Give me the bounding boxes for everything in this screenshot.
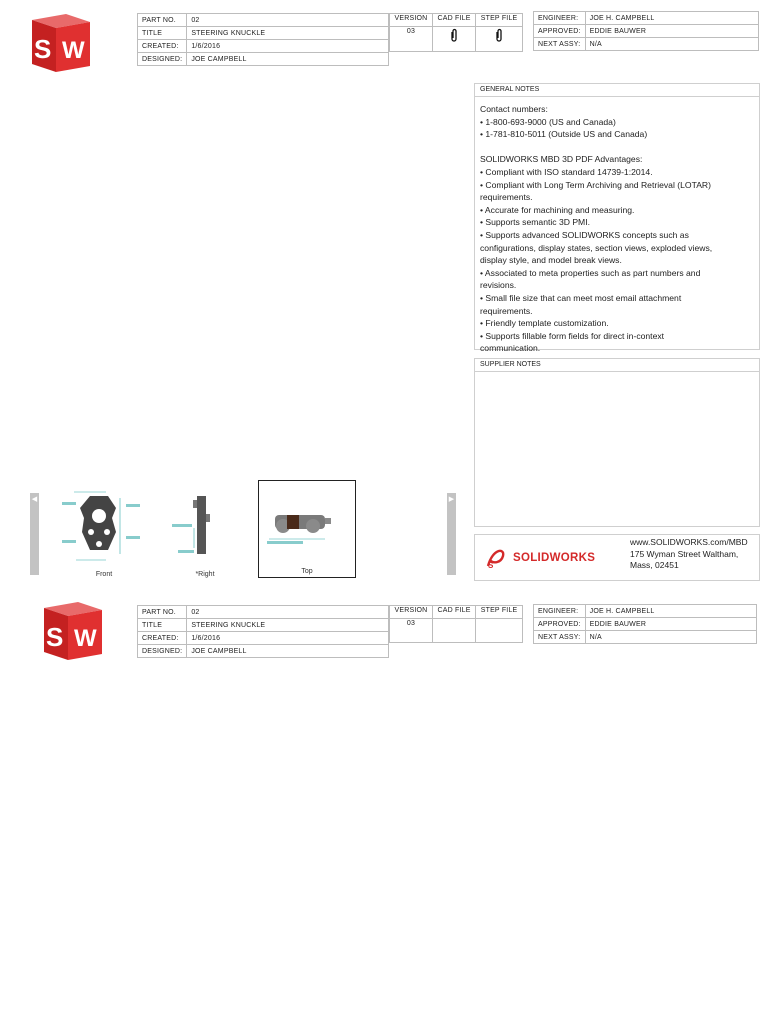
engineer-value: JOE H. CAMPBELL	[585, 12, 758, 25]
top-view-drawing	[259, 481, 355, 563]
part-info-table-2	[137, 605, 389, 658]
general-notes-line: Contact numbers:	[480, 104, 548, 114]
general-notes-body	[475, 97, 759, 353]
approved-value: EDDIE BAUWER	[585, 618, 756, 631]
paperclip-icon	[495, 28, 503, 42]
created-label: CREATED:	[138, 632, 187, 645]
right-view-drawing	[160, 484, 250, 566]
part-no-value: 02	[187, 14, 389, 27]
approval-table	[533, 11, 759, 51]
supplier-notes-field[interactable]	[475, 372, 759, 522]
step-file-label: STEP FILE	[476, 606, 523, 619]
title-value: STEERING KNUCKLE	[187, 27, 389, 40]
created-value: 1/6/2016	[187, 632, 389, 645]
brand-url[interactable]: www.SOLIDWORKS.com/MBD	[630, 537, 748, 547]
general-notes-line: requirements.	[480, 192, 533, 203]
general-notes-line: revisions.	[480, 280, 517, 291]
cad-file-attachment[interactable]	[432, 27, 475, 52]
general-notes-title: GENERAL NOTES	[475, 84, 759, 97]
cad-file-label: CAD FILE	[432, 606, 475, 619]
solidworks-logo	[38, 600, 106, 662]
general-notes-line: • 1-781-810-5011 (Outside US and Canada)	[480, 129, 648, 140]
part-no-label: PART NO.	[138, 606, 187, 619]
carousel-prev-button[interactable]	[30, 493, 39, 575]
step-file-attachment[interactable]	[476, 619, 523, 643]
part-no-label: PART NO.	[138, 14, 187, 27]
general-notes-panel	[474, 83, 760, 353]
part-no-value: 02	[187, 606, 389, 619]
svg-text:S: S	[488, 561, 494, 570]
version-table	[389, 13, 523, 52]
approval-table-2	[533, 604, 757, 644]
general-notes-line: • Associated to meta properties such as part numbers and	[480, 267, 701, 278]
cad-file-label: CAD FILE	[432, 14, 475, 27]
supplier-notes-title: SUPPLIER NOTES	[475, 359, 759, 372]
version-label: VERSION	[390, 14, 433, 27]
next-assy-label: NEXT ASSY:	[534, 38, 586, 51]
brand-address-line2: Mass, 02451	[630, 560, 679, 570]
created-label: CREATED:	[138, 40, 187, 53]
version-label: VERSION	[390, 606, 433, 619]
general-notes-line: • Accurate for machining and measuring.	[480, 204, 635, 215]
next-assy-label: NEXT ASSY:	[534, 631, 586, 644]
view-label-top: Top	[301, 568, 313, 575]
version-table-2	[389, 605, 523, 643]
title-label: TITLE	[138, 619, 187, 632]
general-notes-line: SOLIDWORKS MBD 3D PDF Advantages:	[480, 154, 643, 165]
part-info-table	[137, 13, 389, 66]
general-notes-line: • Friendly template customization.	[480, 318, 609, 329]
created-value: 1/6/2016	[187, 40, 389, 53]
general-notes-line: • Small file size that can meet most email attachment	[480, 292, 682, 303]
next-assy-value: N/A	[585, 38, 758, 51]
brand-box	[474, 534, 760, 581]
designed-value: JOE CAMPBELL	[187, 53, 389, 66]
approved-label: APPROVED:	[534, 618, 586, 631]
general-notes-line: requirements.	[480, 305, 533, 316]
solidworks-logo	[26, 12, 94, 74]
view-thumb-front[interactable]	[60, 484, 148, 576]
title-label: TITLE	[138, 27, 187, 40]
supplier-notes-panel	[474, 358, 760, 527]
solidworks-wordmark: SOLIDWORKS	[513, 552, 596, 564]
svg-text:W: W	[74, 625, 97, 652]
general-notes-line: communication.	[480, 343, 541, 353]
view-thumb-right[interactable]	[160, 484, 250, 576]
svg-text:S: S	[46, 622, 64, 652]
view-thumb-top[interactable]	[258, 480, 356, 578]
ds-logo-icon	[485, 546, 507, 575]
general-notes-line: • Supports fillable form fields for direct in-context	[480, 330, 665, 341]
general-notes-line: • Supports advanced SOLIDWORKS concepts such as	[480, 229, 689, 240]
engineer-label: ENGINEER:	[534, 605, 586, 618]
approved-label: APPROVED:	[534, 25, 586, 38]
arrow-left-icon: ◀	[31, 496, 38, 503]
arrow-right-icon: ▶	[448, 496, 455, 503]
paperclip-icon	[450, 28, 458, 42]
general-notes-line: • Supports semantic 3D PMI.	[480, 217, 590, 228]
carousel-next-button[interactable]	[447, 493, 456, 575]
cad-file-attachment[interactable]	[432, 619, 475, 643]
general-notes-line: • Compliant with Long Term Archiving and Retrieval (LOTAR)	[480, 179, 711, 190]
general-notes-line: • 1-800-693-9000 (US and Canada)	[480, 116, 616, 127]
front-view-drawing	[60, 484, 148, 566]
engineer-value: JOE H. CAMPBELL	[585, 605, 756, 618]
designed-value: JOE CAMPBELL	[187, 645, 389, 658]
approved-value: EDDIE BAUWER	[585, 25, 758, 38]
version-value: 03	[390, 27, 433, 52]
step-file-label: STEP FILE	[476, 14, 523, 27]
general-notes-line	[480, 141, 754, 154]
svg-text:W: W	[62, 37, 85, 64]
general-notes-line: display style, and model break views.	[480, 255, 622, 266]
designed-label: DESIGNED:	[138, 645, 187, 658]
brand-address-line1: 175 Wyman Street Waltham,	[630, 548, 739, 559]
engineer-label: ENGINEER:	[534, 12, 586, 25]
version-value: 03	[390, 619, 433, 643]
general-notes-line: • Compliant with ISO standard 14739-1:2014.	[480, 166, 653, 177]
view-label-front: Front	[95, 571, 113, 578]
next-assy-value: N/A	[585, 631, 756, 644]
svg-text:S: S	[34, 34, 52, 64]
designed-label: DESIGNED:	[138, 53, 187, 66]
step-file-attachment[interactable]	[476, 27, 523, 52]
view-label-right: *Right	[195, 571, 215, 578]
title-value: STEERING KNUCKLE	[187, 619, 389, 632]
general-notes-line: configurations, display states, section views, exploded views,	[480, 242, 713, 253]
